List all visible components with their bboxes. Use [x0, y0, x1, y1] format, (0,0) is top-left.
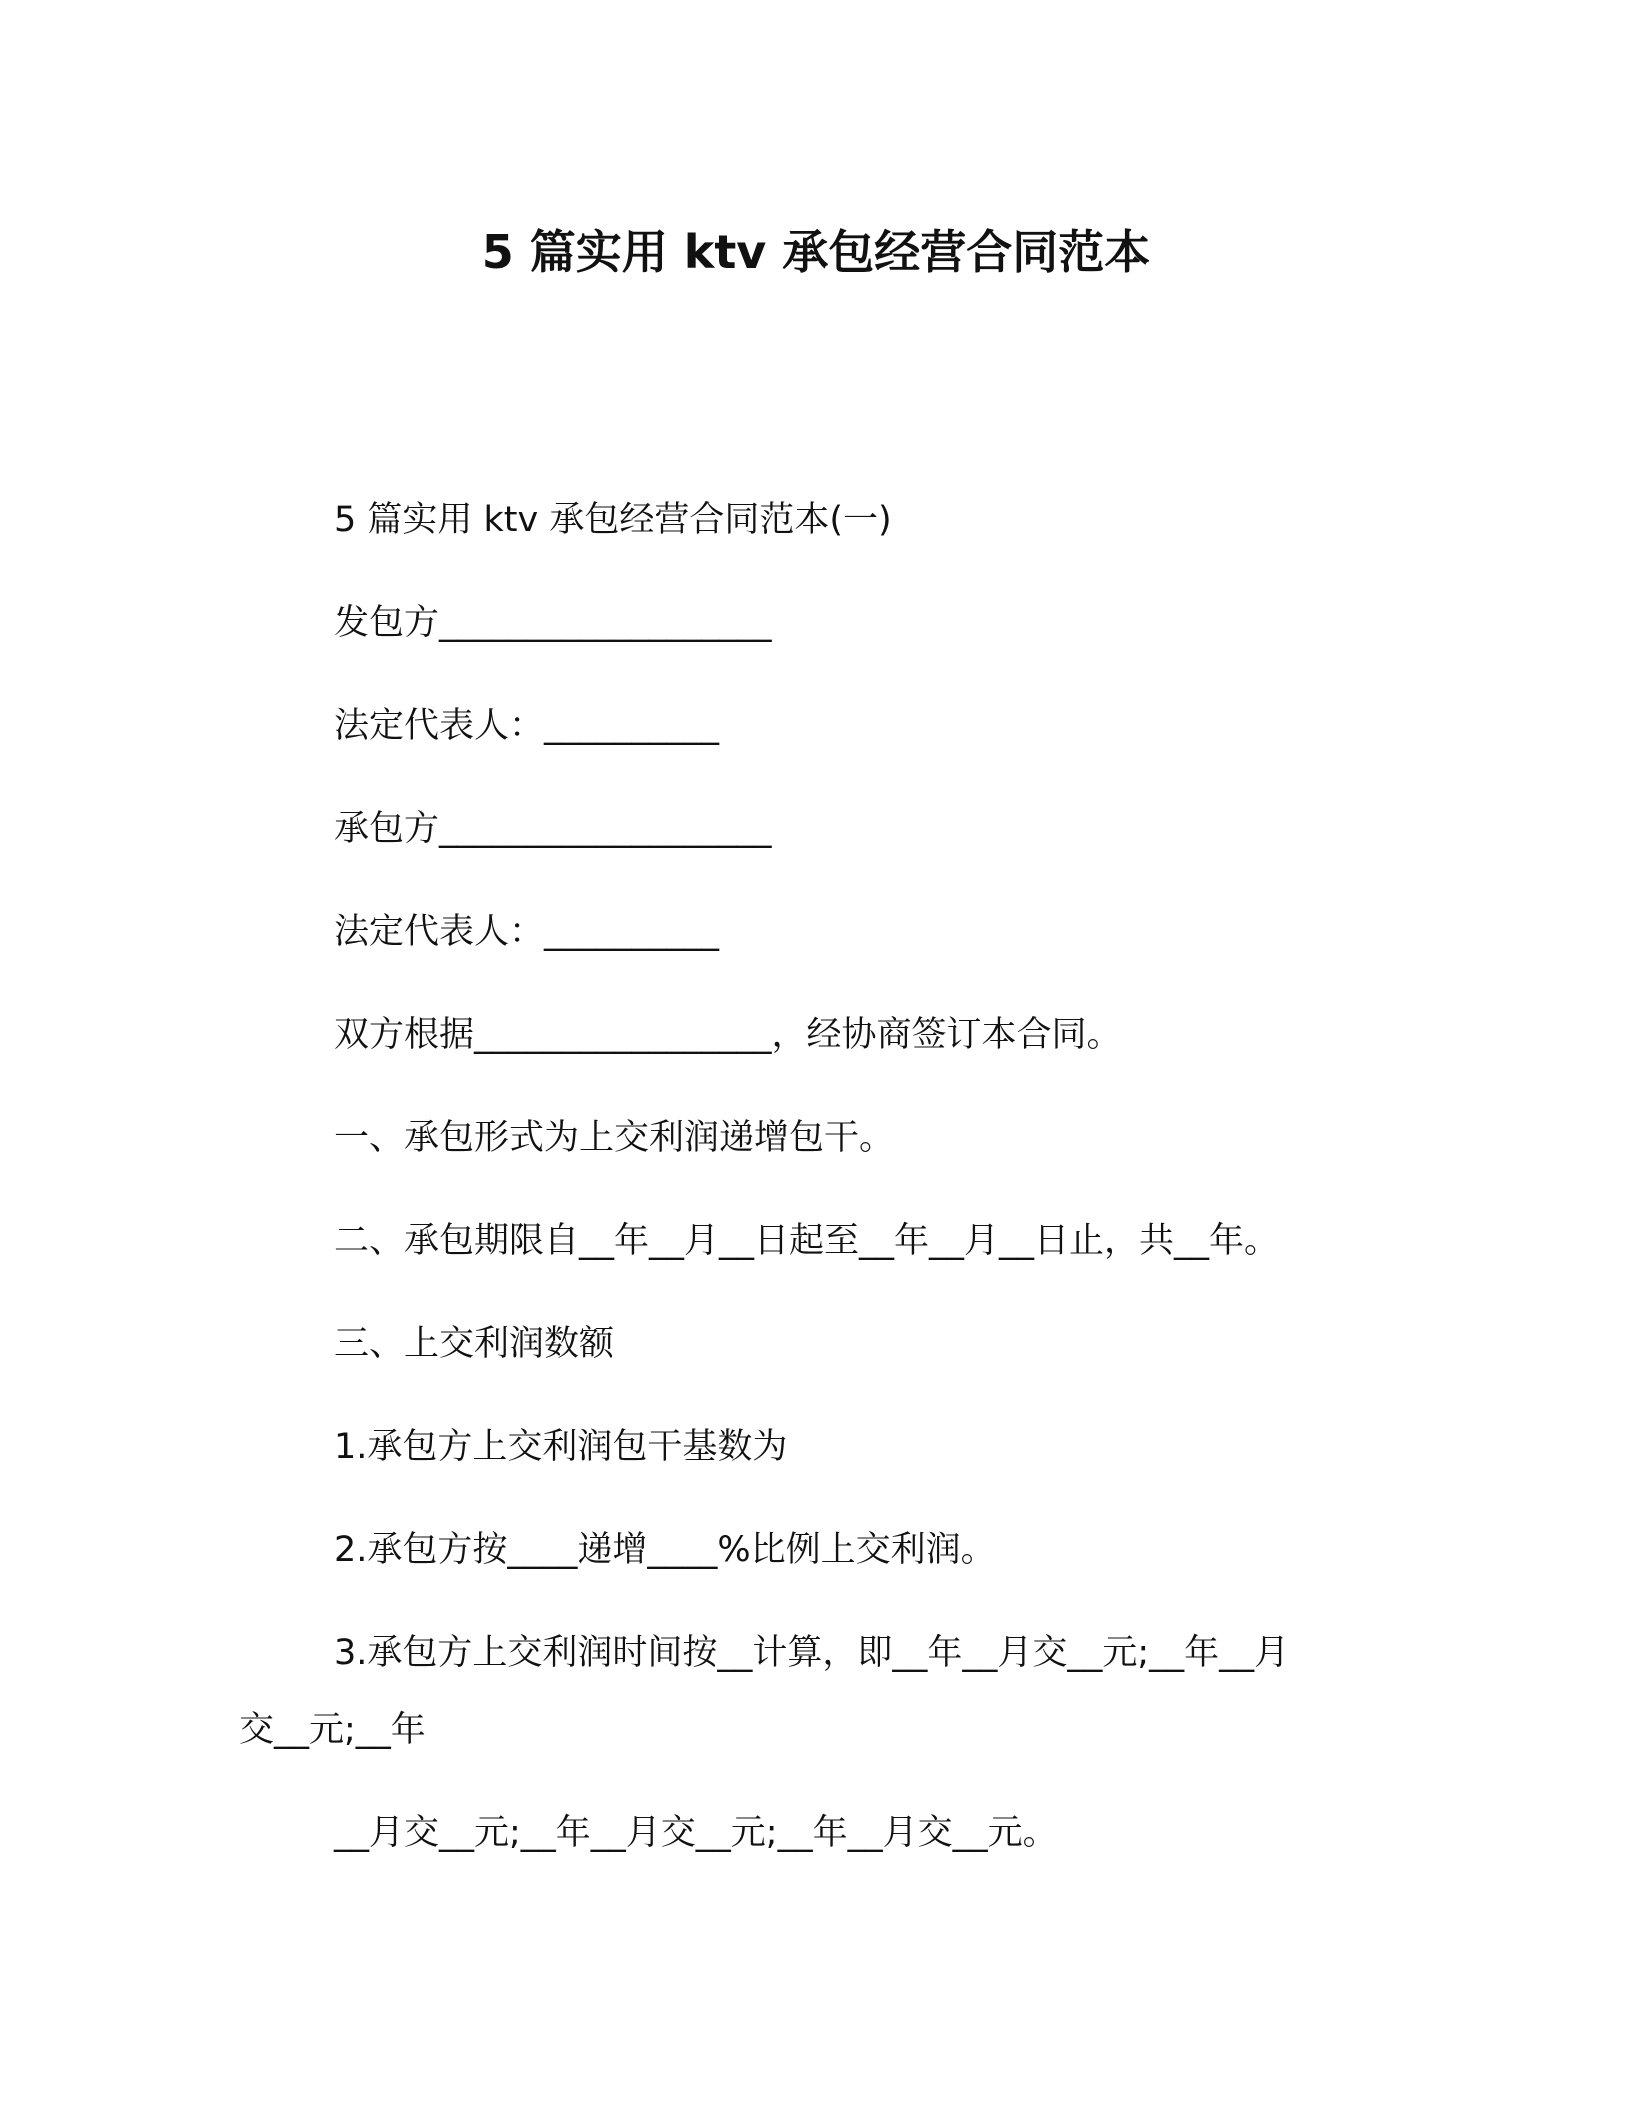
clause-3-item-3-line-3: __月交__元;__年__月交__元;__年__月交__元。 [334, 1813, 1058, 1853]
agreement-basis-line: 双方根据_________________，经协商签订本合同。 [334, 1015, 1122, 1055]
clause-1: 一、承包形式为上交利润递增包干。 [334, 1118, 895, 1158]
party-a-line: 发包方___________________ [334, 603, 772, 643]
party-b-line: 承包方___________________ [334, 809, 772, 849]
party-a-legal-rep-line: 法定代表人：__________ [334, 706, 720, 746]
contract-subtitle: 5 篇实用 ktv 承包经营合同范本(一) [334, 500, 892, 540]
clause-3-item-3-line-2: 交__元;__年 [239, 1710, 426, 1750]
document-title: 5 篇实用 ktv 承包经营合同范本 [481, 225, 1151, 279]
clause-2: 二、承包期限自__年__月__日起至__年__月__日止，共__年。 [334, 1221, 1280, 1261]
clause-3-item-3-line-1: 3.承包方上交利润时间按__计算，即__年__月交__元;__年__月 [334, 1633, 1290, 1673]
clause-3-heading: 三、上交利润数额 [334, 1324, 615, 1364]
party-b-legal-rep-line: 法定代表人：__________ [334, 912, 720, 952]
clause-3-item-2: 2.承包方按____递增____%比例上交利润。 [334, 1530, 996, 1570]
clause-3-item-1: 1.承包方上交利润包干基数为 [334, 1427, 788, 1467]
